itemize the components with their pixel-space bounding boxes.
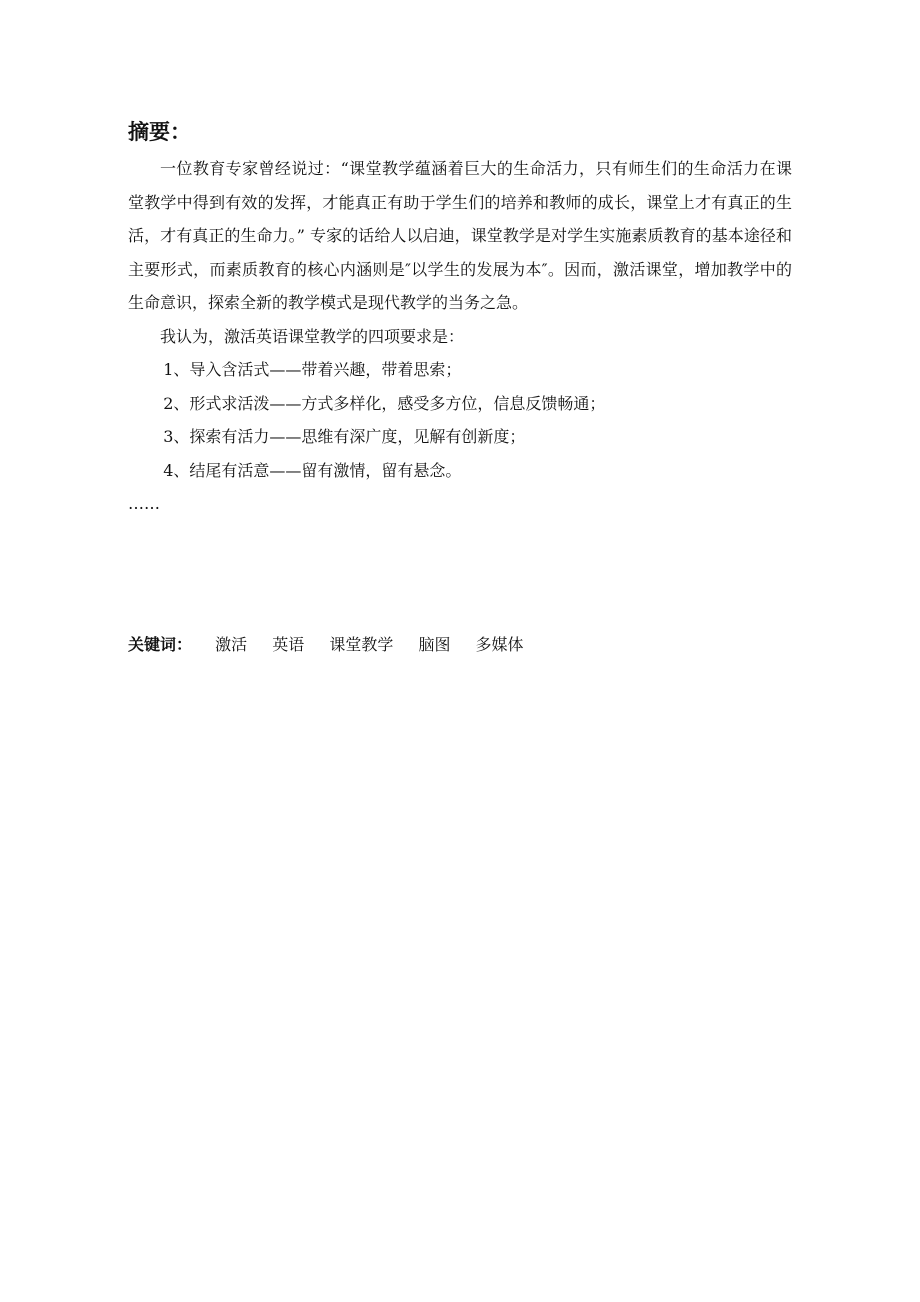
keyword-4: 脑图 bbox=[418, 635, 451, 654]
abstract-paragraph-1: 一位教育专家曾经说过：“课堂教学蕴涵着巨大的生命活力，只有师生们的生命活力在课堂教学中得到有效的发挥，才能真正有助于学生们的培养和教师的成长，课堂上才有真正的生活，才有真正的生命力。” 专家的话给人以启迪，课堂教学是对学生实施素质教育的基本途径和主要形式，而素质教育的核心内涵则是″以学生的发展为本″。因而，激活课堂，增加教学中的生命意识，探索全新的教学模式是现代教学的当务之急。 bbox=[128, 159, 792, 312]
keyword-5: 多媒体 bbox=[475, 635, 524, 654]
abstract-paragraph-2: 我认为，激活英语课堂教学的四项要求是： bbox=[160, 326, 465, 346]
ellipsis: …… bbox=[128, 494, 160, 513]
abstract-body bbox=[128, 152, 792, 521]
keywords-line bbox=[128, 630, 544, 660]
requirement-item-3: 3、探索有活力——思维有深广度，见解有创新度； bbox=[163, 427, 526, 446]
keyword-3: 课堂教学 bbox=[329, 635, 394, 654]
keywords-label: 关键词： bbox=[128, 635, 193, 654]
requirement-item-2: 2、形式求活泼——方式多样化，感受多方位，信息反馈畅通； bbox=[163, 393, 606, 413]
requirement-item-4: 4、结尾有活意——留有激情，留有悬念。 bbox=[163, 460, 462, 480]
keyword-1: 激活 bbox=[215, 635, 248, 654]
abstract-heading: 摘要： bbox=[128, 120, 191, 144]
keyword-2: 英语 bbox=[272, 635, 305, 654]
requirement-item-1: 1、导入含活式——带着兴趣，带着思索； bbox=[163, 360, 462, 379]
